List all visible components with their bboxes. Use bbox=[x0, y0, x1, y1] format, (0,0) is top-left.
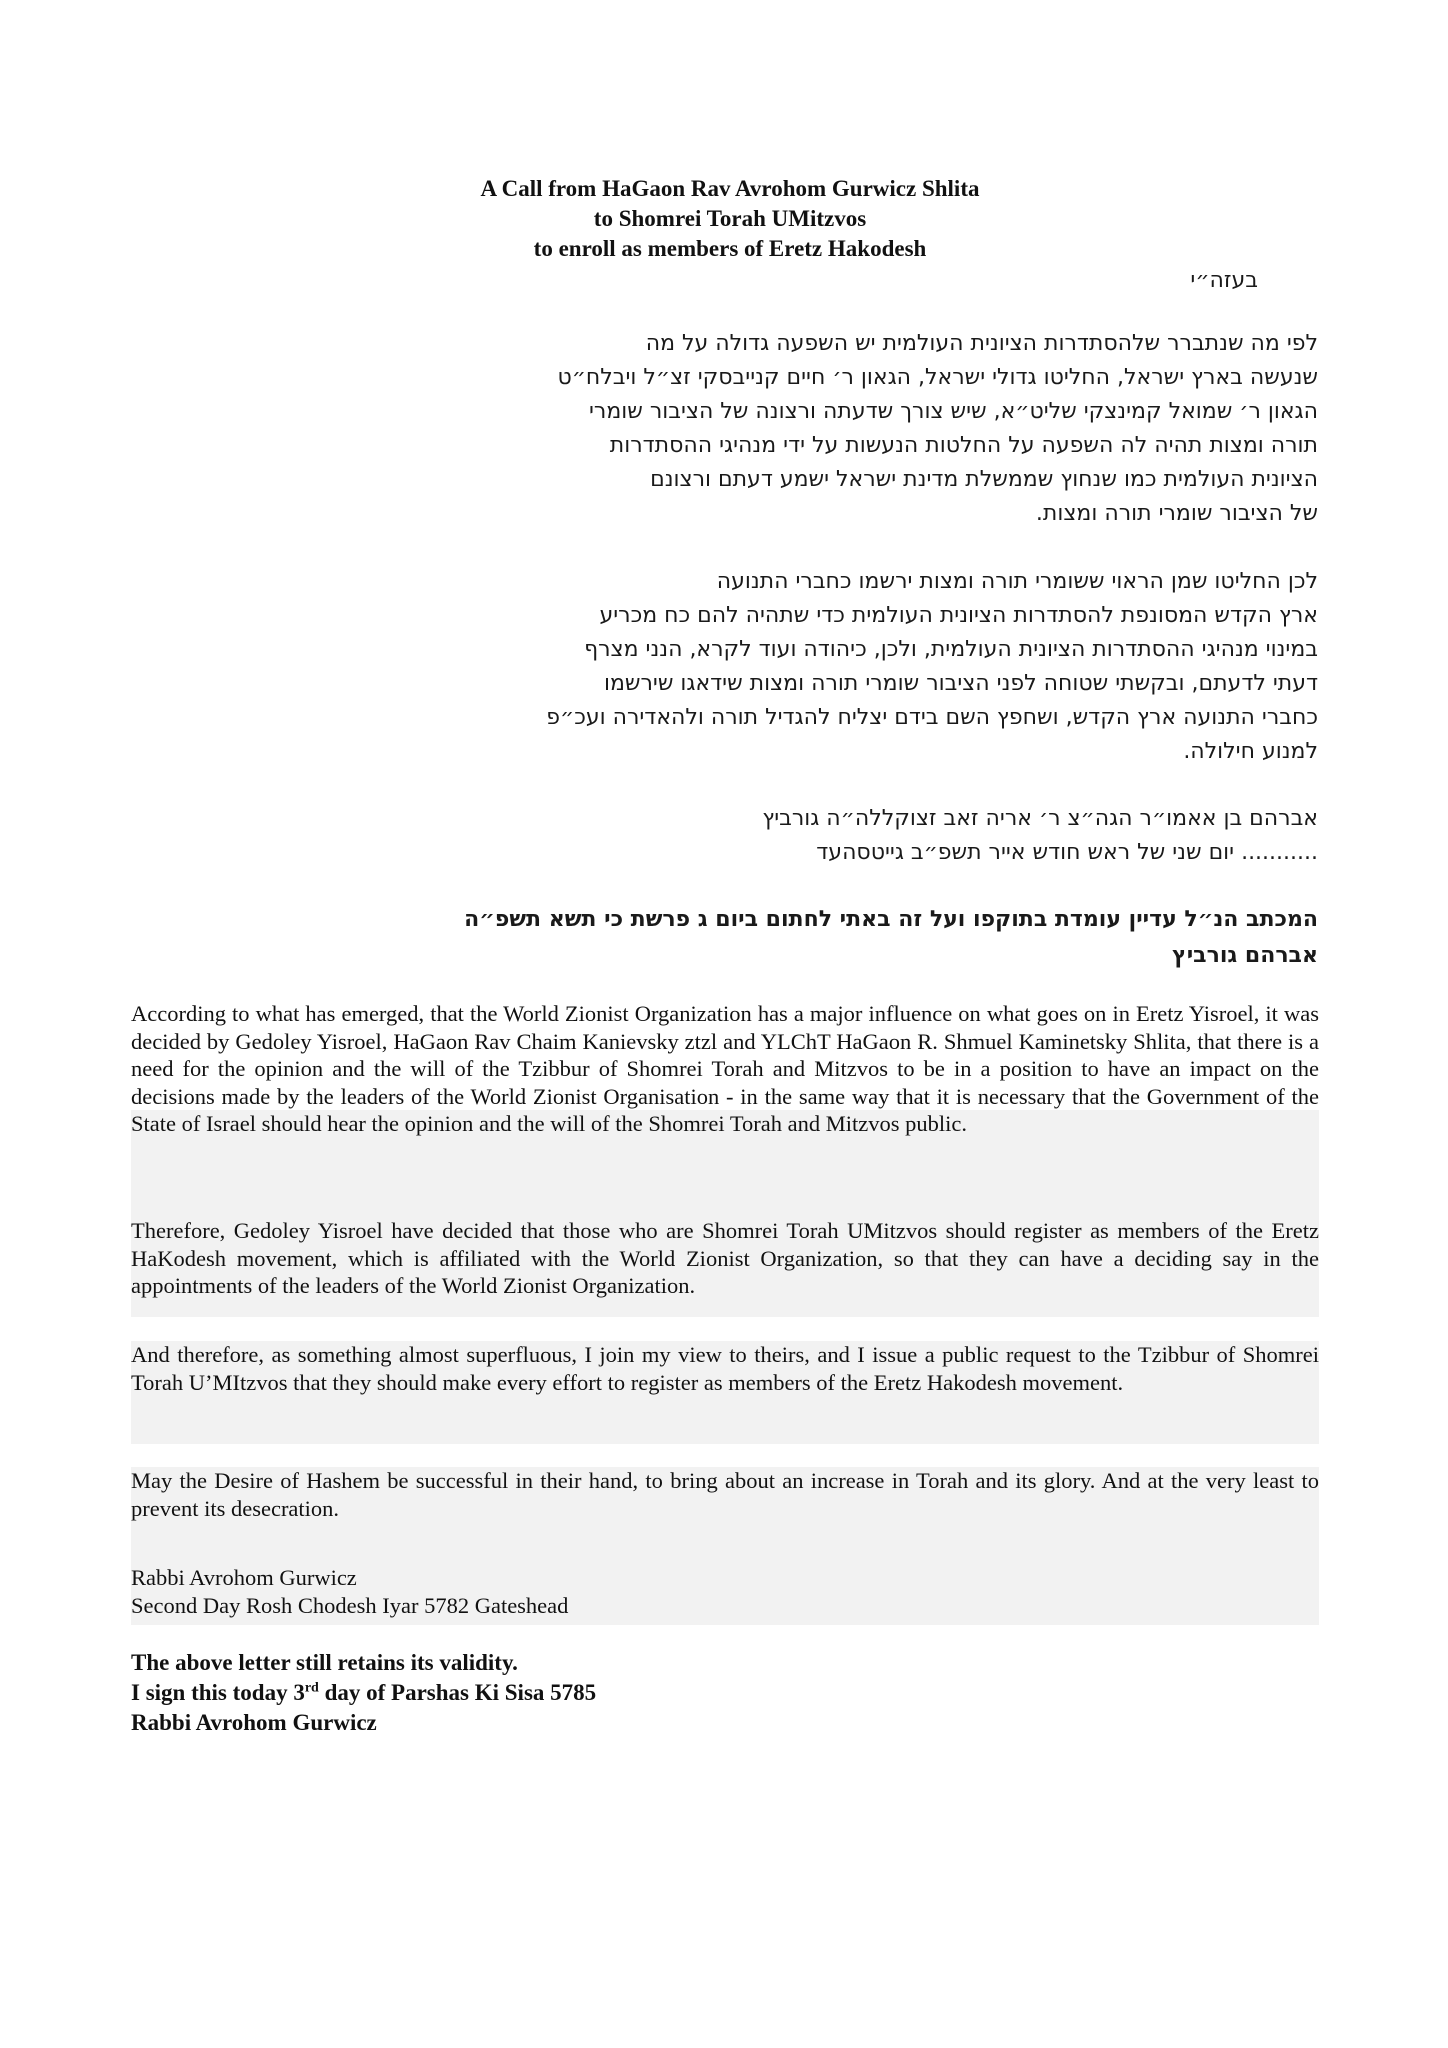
hebrew-note-signature: אברהם גורביץ bbox=[1172, 943, 1318, 968]
hebrew-validity-note bbox=[418, 902, 1318, 974]
hebrew-line: שנעשה בארץ ישראל, החליטו גדולי ישראל, הגאון ר׳ חיים קנייבסקי זצ״ל ויבלח״ט bbox=[557, 365, 1318, 390]
hebrew-paragraph-2 bbox=[418, 565, 1318, 769]
title-line-2: to Shomrei Torah UMitzvos bbox=[593, 206, 867, 231]
hebrew-line: במינוי מנהיגי ההסתדרות הציונית העולמית, ולכן, כיהודה ועוד לקרא, הנני מצרף bbox=[584, 637, 1318, 662]
english-signature bbox=[131, 1564, 1319, 1619]
hebrew-line: דעתי לדעתם, ובקשתי שטוחה לפני הציבור שומרי תורה ומצות שידאגו שירשמו bbox=[603, 671, 1318, 696]
english-paragraph-4 bbox=[131, 1467, 1319, 1522]
english-paragraph-text: May the Desire of Hashem be successful in their hand, to bring about an increase in Torah and its glory. And at the very least to prevent its desecration. bbox=[131, 1468, 1319, 1521]
hebrew-signature bbox=[418, 802, 1318, 870]
signature-date: Second Day Rosh Chodesh Iyar 5782 Gateshead bbox=[131, 1592, 569, 1618]
note-line-1: The above letter still retains its validity. bbox=[131, 1650, 518, 1675]
ordinal-suffix: rd bbox=[304, 1680, 319, 1696]
note-signature: Rabbi Avrohom Gurwicz bbox=[131, 1710, 377, 1735]
english-paragraph-1 bbox=[131, 1000, 1319, 1138]
hebrew-paragraph-1 bbox=[418, 327, 1318, 531]
hebrew-line: הגאון ר׳ שמואל קמינצקי שליט״א, שיש צורך שדעתה ורצונה של הציבור שומרי bbox=[588, 399, 1318, 424]
hebrew-line: למנוע חילולה. bbox=[1183, 739, 1318, 764]
hebrew-line: לכן החליטו שמן הראוי ששומרי תורה ומצות ירשמו כחברי התנועה bbox=[716, 569, 1318, 594]
hebrew-line: ארץ הקדש המסונפת להסתדרות הציונית העולמית כדי שתהיה להם כח מכריע bbox=[599, 603, 1318, 628]
hebrew-line: הציונית העולמית כמו שנחוץ שממשלת מדינת ישראל ישמע דעתם ורצונם bbox=[650, 467, 1318, 492]
note-line-2 bbox=[131, 1678, 1319, 1708]
hebrew-bezh-heading: בעזה״י bbox=[1190, 268, 1258, 293]
english-paragraph-text: According to what has emerged, that the World Zionist Organization has a major influence on what goes on in Eretz Yisroel, it was decided by Gedoley Yisroel, HaGaon Rav Chaim Kanievsky ztzl and YLChT HaGaon R. Shmuel Kaminetsky Shlita, that there is a need for the opinion and the will of the Tzibbur of Shomrei Torah and Mitzvos to be in a position to have an impact on the decisions made by the leaders of the World Zionist Organisation - in the same way that it is necessary that the Government of the State of Israel should hear the opinion and the will of the Shomrei Torah and Mitzvos public. bbox=[131, 1001, 1319, 1137]
hebrew-signature-name: אברהם בן אאמו״ר הגה״צ ר׳ אריה זאב זצוקללה״ה גורביץ bbox=[762, 806, 1318, 831]
english-paragraph-3 bbox=[131, 1341, 1319, 1396]
hebrew-signature-date: ........... יום שני של ראש חודש אייר תשפ״ב גייטסהעד bbox=[816, 840, 1318, 865]
title-line-3: to enroll as members of Eretz Hakodesh bbox=[533, 236, 927, 261]
hebrew-line: כחברי התנועה ארץ הקדש, ושחפץ השם בידם יצליח להגדיל תורה ולהאדירה ועכ״פ bbox=[546, 705, 1318, 730]
hebrew-line: תורה ומצות תהיה לה השפעה על החלטות הנעשות על ידי מנהיגי ההסתדרות bbox=[609, 433, 1318, 458]
hebrew-line: לפי מה שנתברר שלהסתדרות הציונית העולמית יש השפעה גדולה על מה bbox=[645, 331, 1318, 356]
english-paragraph-text: Therefore, Gedoley Yisroel have decided that those who are Shomrei Torah UMitzvos should register as members of the Eretz HaKodesh movement, which is affiliated with the World Zionist Organization, so that they can have a deciding say in the appointments of the leaders of the World Zionist Organization. bbox=[131, 1218, 1319, 1299]
note-line-2-start: I sign this today 3 bbox=[131, 1680, 305, 1705]
title-line-1: A Call from HaGaon Rav Avrohom Gurwicz Shlita bbox=[480, 176, 980, 201]
english-paragraph-2 bbox=[131, 1217, 1319, 1300]
signature-name: Rabbi Avrohom Gurwicz bbox=[131, 1565, 357, 1590]
hebrew-line: של הציבור שומרי תורה ומצות. bbox=[1035, 501, 1318, 526]
english-validity-note bbox=[131, 1648, 1319, 1738]
note-line-2-end: day of Parshas Ki Sisa 5785 bbox=[318, 1680, 597, 1705]
hebrew-note-line: המכתב הנ״ל עדיין עומדת בתוקפו ועל זה באתי לחתום ביום ג פרשת כי תשא תשפ״ה bbox=[464, 907, 1318, 932]
letter-title bbox=[330, 174, 1130, 264]
english-paragraph-text: And therefore, as something almost superfluous, I join my view to theirs, and I issue a public request to the Tzibbur of Shomrei Torah U’MItzvos that they should make every effort to register as members of the Eretz Hakodesh movement. bbox=[131, 1342, 1319, 1395]
